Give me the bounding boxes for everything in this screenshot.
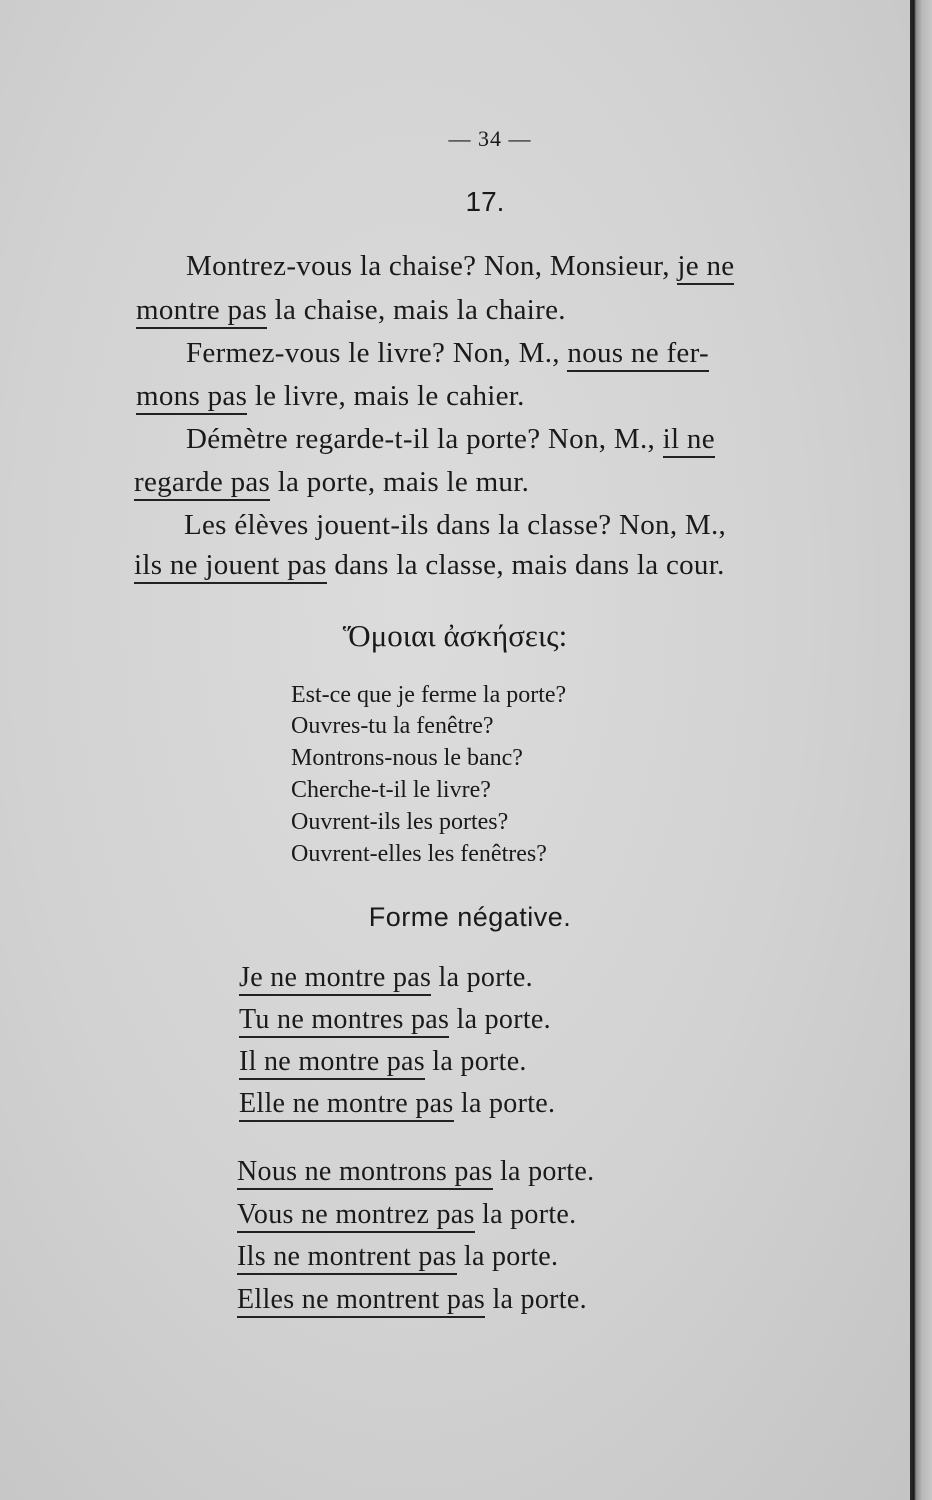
conjugation-rest: la porte. <box>463 1241 559 1272</box>
lesson-p2-line1-text: Fermez-vous le livre? Non, M., <box>186 337 560 369</box>
conjugation-underlined: Tu ne montres pas <box>239 1004 449 1038</box>
lesson-p2-line2-underlined: mons pas <box>136 380 247 415</box>
exercise-item: Montrons-nous le banc? <box>291 745 523 771</box>
exercise-item: Ouvrent-ils les portes? <box>291 809 509 835</box>
conjugation-line <box>237 1156 594 1188</box>
lesson-p2-line2 <box>136 380 525 413</box>
lesson-p1-line1-text: Montrez-vous la chaise? Non, Monsieur, <box>186 250 670 282</box>
conjugation-underlined: Ils ne montrent pas <box>237 1241 457 1275</box>
conjugation-underlined: Elle ne montre pas <box>239 1088 454 1122</box>
conjugation-line <box>239 1088 555 1120</box>
lesson-p3-line1 <box>186 423 715 456</box>
lesson-p3-line2-text: la porte, mais le mur. <box>277 466 530 498</box>
conjugation-rest: la porte. <box>482 1199 577 1230</box>
lesson-p3-line2 <box>134 466 529 499</box>
conjugation-rest: la porte. <box>499 1156 595 1187</box>
conjugation-line <box>239 1046 527 1078</box>
lesson-p3-line2-underlined: regarde pas <box>134 466 270 501</box>
conjugation-underlined: Elles ne montrent pas <box>237 1284 485 1318</box>
lesson-p4-line1-text: Les élèves jouent-ils dans la classe? Non, M., <box>184 509 727 541</box>
conjugation-rest: la porte. <box>438 962 533 993</box>
exercise-item: Ouvrent-elles les fenêtres? <box>291 841 547 867</box>
lesson-p4-line2-underlined: ils ne jouent pas <box>134 549 327 584</box>
lesson-p2-line2-text: le livre, mais le cahier. <box>254 380 525 412</box>
conjugation-rest: la porte. <box>492 1284 587 1315</box>
conjugation-underlined: Il ne montre pas <box>239 1046 425 1080</box>
lesson-p4-line2 <box>134 549 725 582</box>
lesson-p2-line1 <box>186 337 709 370</box>
lesson-p3-line1-underlined: il ne <box>663 423 715 458</box>
lesson-p3-line1-text: Démètre regarde-t-il la porte? Non, M., <box>186 423 656 455</box>
similar-exercises-heading: Ὅμοιαι ἀσκήσεις: <box>342 618 568 653</box>
page-number: — 34 — <box>448 126 532 151</box>
section-number: 17. <box>465 186 505 217</box>
conjugation-underlined: Nous ne montrons pas <box>237 1156 493 1190</box>
lesson-p1-line2-text: la chaise, mais la chaire. <box>274 294 566 326</box>
lesson-p1-line2 <box>136 294 566 327</box>
conjugation-underlined: Vous ne montrez pas <box>237 1199 475 1233</box>
lesson-p2-line1-underlined: nous ne fer- <box>567 337 709 372</box>
lesson-p4-line1 <box>184 509 726 542</box>
negative-form-heading: Forme négative. <box>368 902 572 932</box>
conjugation-line <box>239 1004 551 1036</box>
exercise-item: Est-ce que je ferme la porte? <box>291 682 567 708</box>
conjugation-rest: la porte. <box>456 1004 551 1035</box>
lesson-p1-line1 <box>186 250 734 283</box>
conjugation-rest: la porte. <box>460 1088 556 1119</box>
lesson-p1-line2-underlined: montre pas <box>136 294 267 329</box>
conjugation-line <box>237 1199 576 1231</box>
lesson-p1-line1-underlined: je ne <box>677 250 734 285</box>
exercise-item: Ouvres-tu la fenêtre? <box>291 713 494 739</box>
conjugation-line <box>237 1241 558 1273</box>
conjugation-underlined: Je ne montre pas <box>239 962 431 996</box>
conjugation-rest: la porte. <box>432 1046 527 1077</box>
exercise-item: Cherche-t-il le livre? <box>291 777 491 803</box>
page-binding-edge <box>910 0 932 1500</box>
conjugation-line <box>237 1284 587 1316</box>
conjugation-line <box>239 962 533 994</box>
lesson-p4-line2-text: dans la classe, mais dans la cour. <box>334 549 725 581</box>
